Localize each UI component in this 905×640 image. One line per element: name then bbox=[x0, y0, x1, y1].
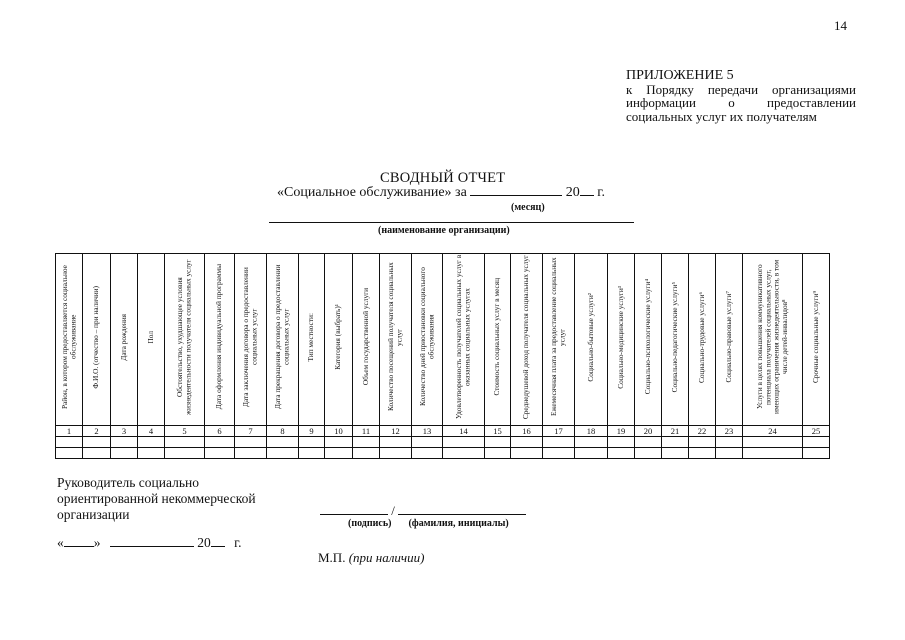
column-number: 24 bbox=[743, 426, 803, 437]
column-number: 22 bbox=[689, 426, 716, 437]
table-cell[interactable] bbox=[235, 437, 267, 448]
table-cell[interactable] bbox=[138, 437, 165, 448]
signer-title bbox=[57, 475, 256, 523]
column-number: 3 bbox=[111, 426, 138, 437]
table-cell[interactable] bbox=[716, 437, 743, 448]
table-cell[interactable] bbox=[485, 437, 511, 448]
stamp-note bbox=[318, 550, 424, 566]
column-number: 13 bbox=[412, 426, 443, 437]
column-header-label: Количество дней приостановки социального обслуживания bbox=[417, 267, 435, 407]
report-subtitle bbox=[277, 185, 605, 201]
table-row bbox=[56, 448, 830, 459]
column-header-label: Социально-медицинские услуги³ bbox=[615, 285, 625, 389]
table-cell[interactable] bbox=[267, 448, 299, 459]
date-month-field[interactable] bbox=[110, 546, 194, 547]
year-suffix: г. bbox=[597, 185, 605, 200]
table-cell[interactable] bbox=[575, 448, 608, 459]
column-number: 9 bbox=[299, 426, 325, 437]
column-header-label: Район, в котором предоставляется социальное обслуживание bbox=[59, 265, 77, 409]
table-cell[interactable] bbox=[56, 437, 83, 448]
table-cell[interactable] bbox=[412, 448, 443, 459]
column-header bbox=[543, 254, 575, 426]
name-field[interactable] bbox=[398, 514, 526, 515]
column-number: 10 bbox=[325, 426, 353, 437]
table-header-row bbox=[56, 254, 830, 426]
column-number: 5 bbox=[165, 426, 205, 437]
column-header-label: Ф.И.О. (отчество – при наличии) bbox=[91, 285, 101, 389]
table-cell[interactable] bbox=[662, 448, 689, 459]
column-header bbox=[235, 254, 267, 426]
column-header-label: Объем государственной услуги bbox=[360, 288, 370, 386]
table-cell[interactable] bbox=[662, 437, 689, 448]
column-number: 11 bbox=[353, 426, 380, 437]
column-header bbox=[608, 254, 635, 426]
date-year-suffix: г. bbox=[234, 535, 242, 550]
month-label: (месяц) bbox=[511, 202, 545, 213]
column-header bbox=[353, 254, 380, 426]
table-cell[interactable] bbox=[443, 448, 485, 459]
column-header bbox=[138, 254, 165, 426]
table-cell[interactable] bbox=[235, 448, 267, 459]
table-cell[interactable] bbox=[608, 448, 635, 459]
column-header bbox=[380, 254, 412, 426]
report-title: СВОДНЫЙ ОТЧЕТ bbox=[380, 170, 506, 186]
report-subtitle-prefix: «Социальное обслуживание» за bbox=[277, 185, 467, 200]
column-header bbox=[267, 254, 299, 426]
table-cell[interactable] bbox=[689, 437, 716, 448]
organization-label: (наименование организации) bbox=[378, 225, 510, 236]
signature-field[interactable] bbox=[320, 514, 388, 515]
column-number: 15 bbox=[485, 426, 511, 437]
column-number: 14 bbox=[443, 426, 485, 437]
column-header-label: Услуги в целях повышения коммуникативного потенциала получателей социальных услуг, имеющих ограничения жизнедеятельности, в том числе детей-инвалидов⁸ bbox=[754, 259, 789, 415]
table-cell[interactable] bbox=[325, 437, 353, 448]
column-number: 2 bbox=[83, 426, 111, 437]
report-table bbox=[55, 253, 830, 459]
column-header bbox=[205, 254, 235, 426]
table-cell[interactable] bbox=[205, 437, 235, 448]
column-header bbox=[83, 254, 111, 426]
column-header-label: Дата оформления индивидуальной программы bbox=[214, 264, 224, 410]
column-header-label: Дата заключения договора о предоставлении социальных услуг bbox=[241, 267, 259, 407]
column-header-label: Стоимость социальных услуг в месяц bbox=[492, 278, 502, 396]
table-cell[interactable] bbox=[743, 437, 803, 448]
column-number: 12 bbox=[380, 426, 412, 437]
column-header bbox=[803, 254, 830, 426]
table-cell[interactable] bbox=[56, 448, 83, 459]
table-cell[interactable] bbox=[485, 448, 511, 459]
column-number: 20 bbox=[635, 426, 662, 437]
table-cell[interactable] bbox=[635, 437, 662, 448]
column-header-label: Дата прекращения договора о предоставлении социальных услуг bbox=[273, 264, 291, 410]
table-cell[interactable] bbox=[111, 448, 138, 459]
column-number: 8 bbox=[267, 426, 299, 437]
organization-field[interactable] bbox=[269, 222, 634, 223]
column-header bbox=[485, 254, 511, 426]
column-header-label: Социально-трудовые услуги⁶ bbox=[696, 291, 706, 383]
column-header bbox=[443, 254, 485, 426]
signer-line: Руководитель социально bbox=[57, 475, 199, 490]
appendix-text: к Порядку передачи организациями информации о предоставлении социальных услуг их получателям bbox=[626, 81, 856, 124]
table-row bbox=[56, 437, 830, 448]
table-cell[interactable] bbox=[165, 448, 205, 459]
column-header-label: Категория (выбрать)¹ bbox=[333, 304, 343, 370]
table-cell[interactable] bbox=[443, 437, 485, 448]
column-header-label: Ежемесячная плата за предоставление социальных услуг bbox=[549, 257, 567, 417]
column-header-label: Социально-психологические услуги⁴ bbox=[642, 279, 652, 395]
column-header-label: Среднедушевой доход получателя социальных услуг bbox=[521, 254, 531, 420]
column-header-label: Социально-педагогические услуги⁵ bbox=[669, 281, 679, 393]
table-cell[interactable] bbox=[608, 437, 635, 448]
date-year-prefix: 20 bbox=[197, 535, 211, 550]
column-header-label: Дата рождения bbox=[118, 313, 128, 361]
column-number: 25 bbox=[803, 426, 830, 437]
table-number-row bbox=[56, 426, 830, 437]
table-cell[interactable] bbox=[165, 437, 205, 448]
signer-line: организации bbox=[57, 507, 130, 522]
table-cell[interactable] bbox=[353, 437, 380, 448]
column-header bbox=[689, 254, 716, 426]
table-cell[interactable] bbox=[380, 437, 412, 448]
year-prefix: 20 bbox=[565, 185, 580, 200]
column-header-label: Социально-бытовые услуги² bbox=[585, 292, 595, 382]
column-number: 16 bbox=[511, 426, 543, 437]
column-header bbox=[299, 254, 325, 426]
column-header bbox=[111, 254, 138, 426]
year-field[interactable] bbox=[580, 195, 594, 196]
column-header-label: Удовлетворенность получателей социальных услуг в оказанных социальных услугах bbox=[454, 254, 472, 420]
table-cell[interactable] bbox=[543, 437, 575, 448]
table-cell[interactable] bbox=[111, 437, 138, 448]
column-number: 6 bbox=[205, 426, 235, 437]
column-header bbox=[575, 254, 608, 426]
signature-labels bbox=[348, 518, 509, 529]
name-label: (фамилия, инициалы) bbox=[408, 518, 509, 529]
table-cell[interactable] bbox=[543, 448, 575, 459]
day-field[interactable] bbox=[64, 546, 94, 547]
column-header bbox=[662, 254, 689, 426]
signature-slash: / bbox=[391, 503, 395, 518]
month-field[interactable] bbox=[470, 195, 562, 196]
page-number: 14 bbox=[834, 18, 847, 33]
table-cell[interactable] bbox=[138, 448, 165, 459]
column-header bbox=[325, 254, 353, 426]
column-header bbox=[716, 254, 743, 426]
column-number: 18 bbox=[575, 426, 608, 437]
date-close-quote: » bbox=[93, 535, 101, 550]
table-cell[interactable] bbox=[353, 448, 380, 459]
table-cell[interactable] bbox=[803, 437, 830, 448]
table-cell[interactable] bbox=[575, 437, 608, 448]
date-open-quote: « bbox=[57, 535, 64, 550]
table-cell[interactable] bbox=[743, 448, 803, 459]
appendix-block bbox=[626, 69, 856, 123]
column-header-label: Пол bbox=[145, 331, 155, 344]
column-header bbox=[412, 254, 443, 426]
table-cell[interactable] bbox=[803, 448, 830, 459]
signature-line bbox=[320, 503, 526, 519]
column-header bbox=[743, 254, 803, 426]
column-number: 7 bbox=[235, 426, 267, 437]
column-header bbox=[511, 254, 543, 426]
column-header bbox=[165, 254, 205, 426]
column-header bbox=[56, 254, 83, 426]
column-number: 19 bbox=[608, 426, 635, 437]
signature-label: (подпись) bbox=[348, 518, 392, 529]
date-line bbox=[57, 535, 242, 551]
table-cell[interactable] bbox=[511, 437, 543, 448]
stamp-condition: (при наличии) bbox=[348, 550, 425, 565]
column-header-label: Количество посещений получателя социальных услуг bbox=[386, 262, 404, 412]
table-cell[interactable] bbox=[299, 448, 325, 459]
table-cell[interactable] bbox=[325, 448, 353, 459]
column-number: 21 bbox=[662, 426, 689, 437]
column-header-label: Обстоятельство, ухудшающее условия жизнедеятельности получателя социальных услуг bbox=[175, 259, 193, 415]
column-number: 23 bbox=[716, 426, 743, 437]
column-header-label: Срочные социальные услуги⁹ bbox=[810, 291, 820, 383]
table-cell[interactable] bbox=[205, 448, 235, 459]
column-number: 17 bbox=[543, 426, 575, 437]
table-cell[interactable] bbox=[299, 437, 325, 448]
table-cell[interactable] bbox=[716, 448, 743, 459]
column-number: 4 bbox=[138, 426, 165, 437]
column-header-label: Тип местности: bbox=[306, 312, 316, 362]
column-number: 1 bbox=[56, 426, 83, 437]
signer-line: ориентированной некоммерческой bbox=[57, 491, 256, 506]
table-cell[interactable] bbox=[511, 448, 543, 459]
table-cell[interactable] bbox=[83, 448, 111, 459]
appendix-title: ПРИЛОЖЕНИЕ 5 bbox=[626, 68, 734, 83]
date-year-field[interactable] bbox=[211, 546, 225, 547]
table-cell[interactable] bbox=[689, 448, 716, 459]
table-cell[interactable] bbox=[83, 437, 111, 448]
column-header bbox=[635, 254, 662, 426]
table-cell[interactable] bbox=[635, 448, 662, 459]
table-cell[interactable] bbox=[412, 437, 443, 448]
table-cell[interactable] bbox=[267, 437, 299, 448]
column-header-label: Социально-правовые услуги⁷ bbox=[723, 291, 733, 383]
table-cell[interactable] bbox=[380, 448, 412, 459]
stamp-prefix: М.П. bbox=[318, 550, 346, 565]
